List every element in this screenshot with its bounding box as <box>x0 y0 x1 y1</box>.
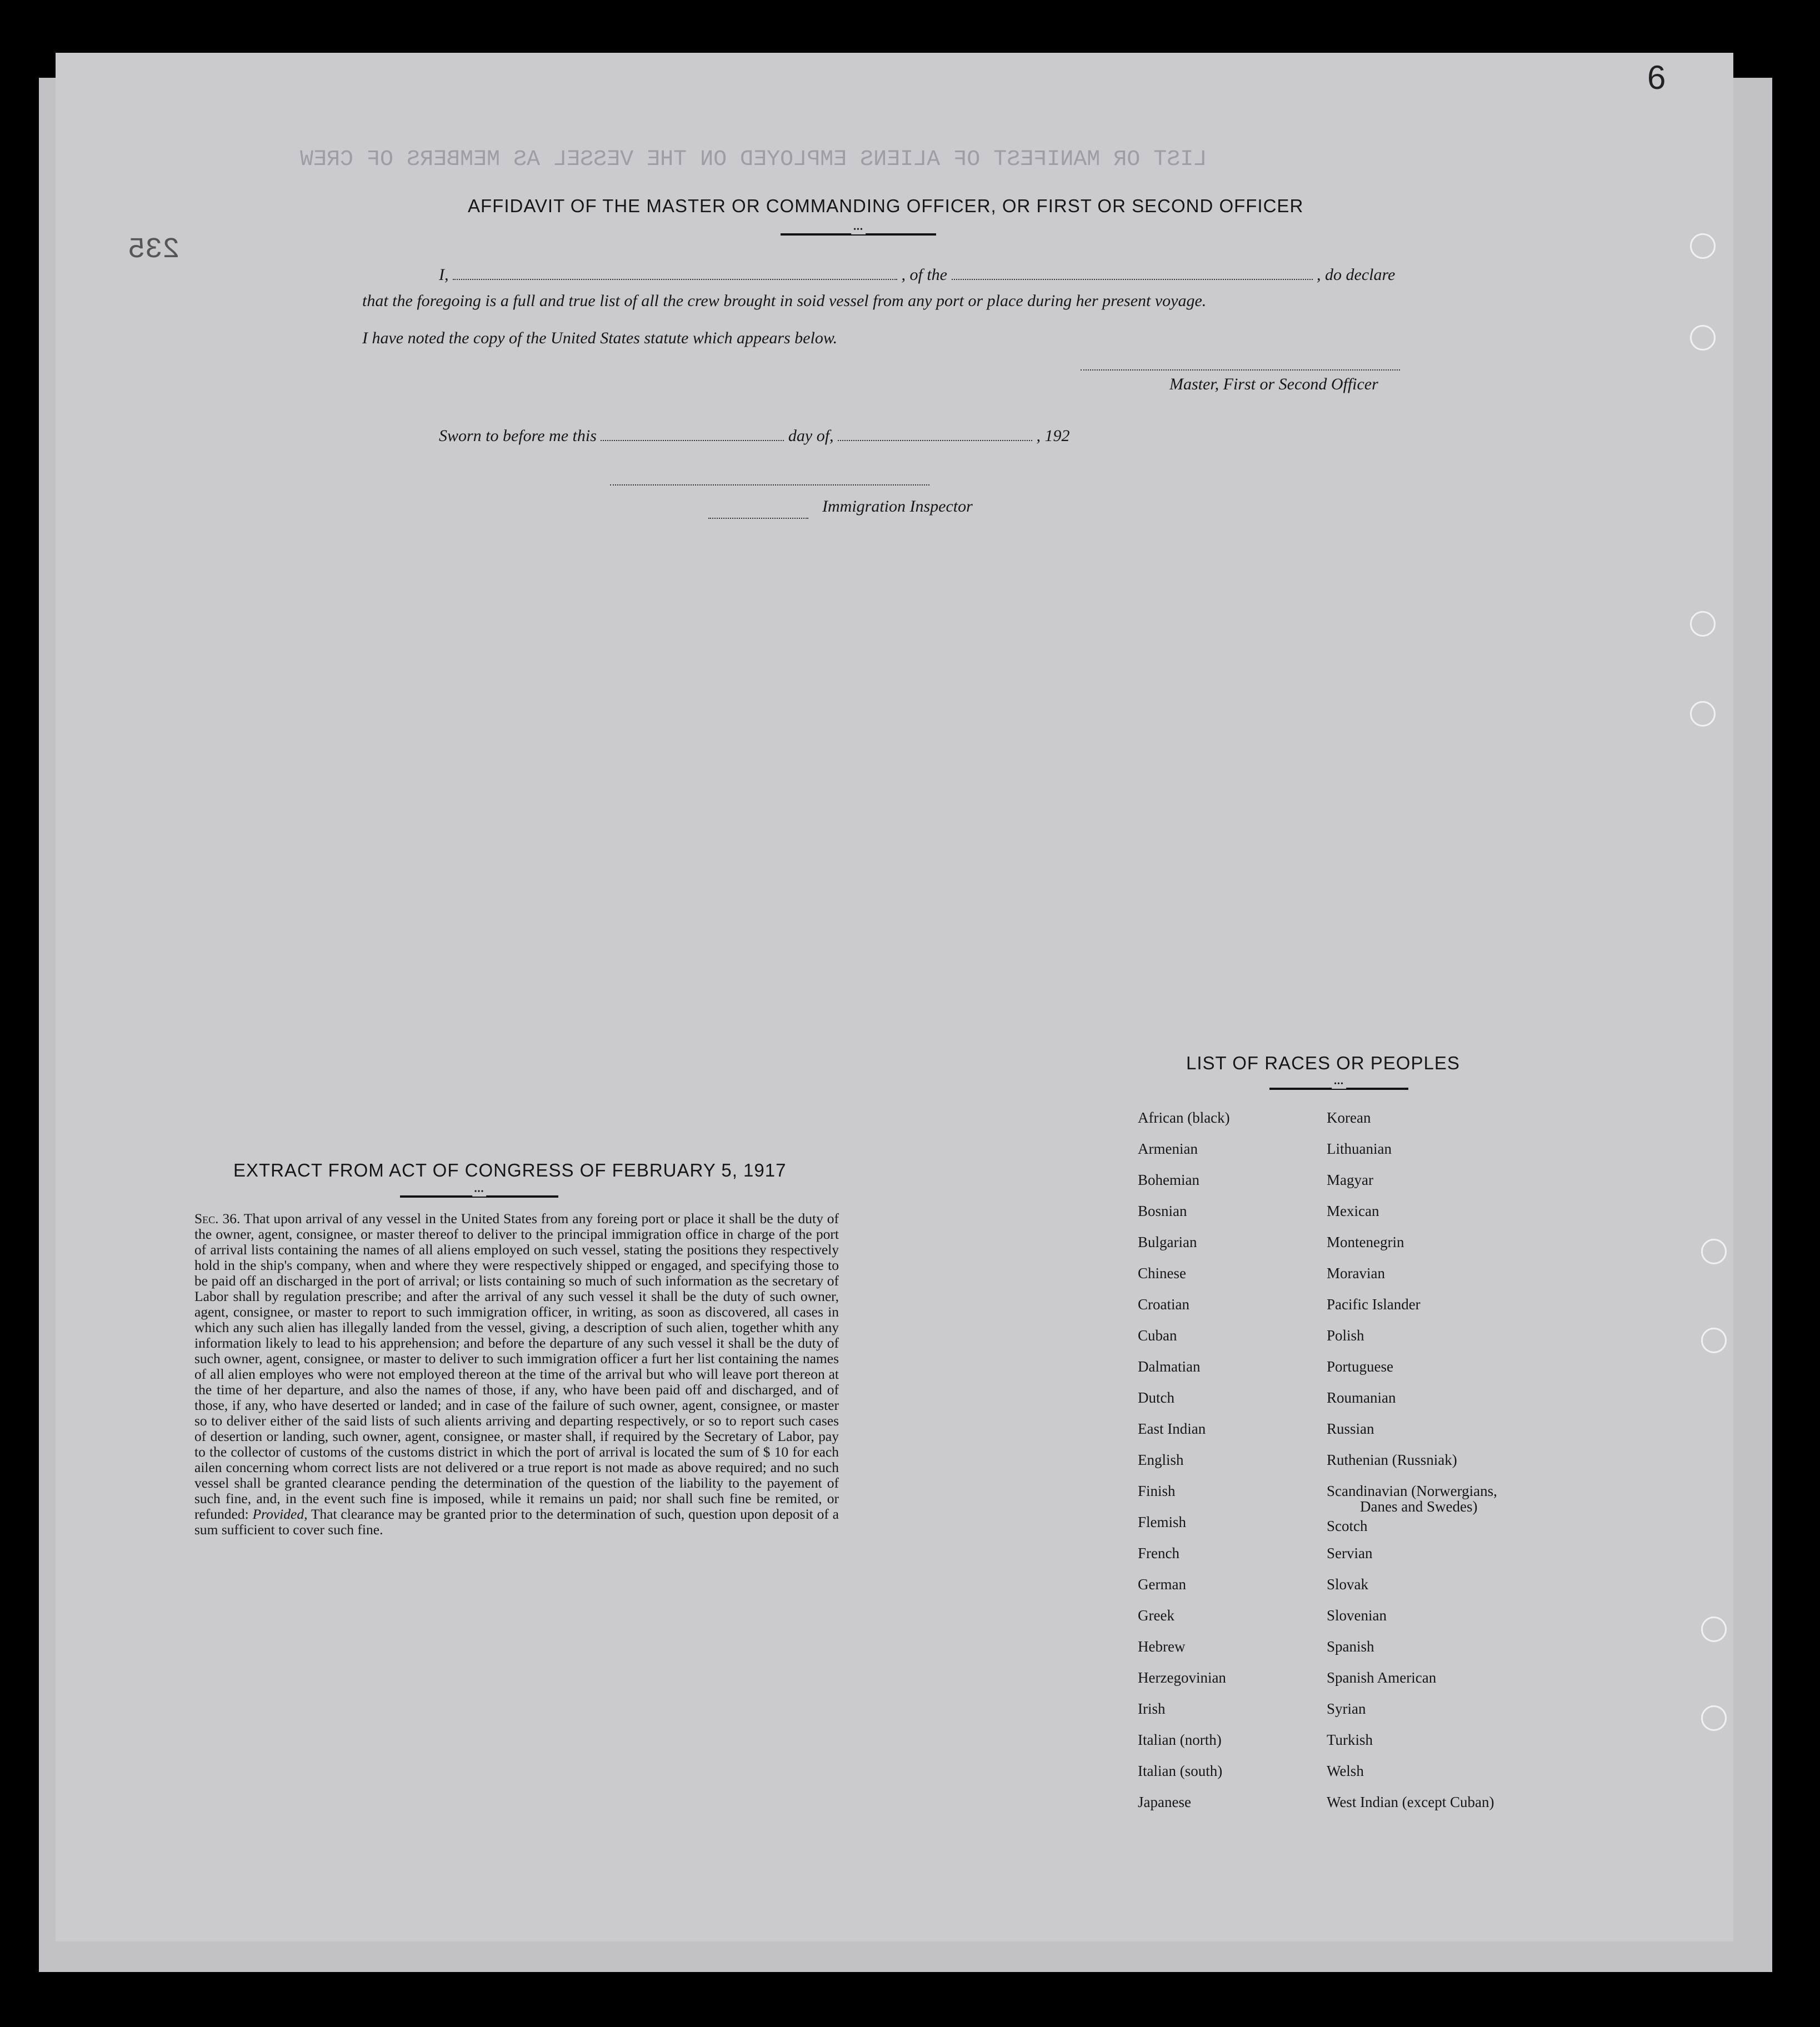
race-item: Roumanian <box>1327 1389 1396 1406</box>
punch-hole <box>1690 325 1716 351</box>
race-item: French <box>1138 1545 1179 1561</box>
punch-hole <box>1690 701 1716 727</box>
affidavit-declare-label: , do declare <box>1317 266 1396 284</box>
act-body-1: That upon arrival of any vessel in the United States from any foreing port or place it shall be the duty of the owner, agent, consignee, or master thereof to deliver to the principal immigration office in charge of the port of arrival lists containing the names of all aliens employed on such vessel, stating the positions they respectively hold in the ship's company, when and where they were respectively shipped or engaged, and specifying those to be paid off an discharged in the port of arrival; or lists containing so much of such information as the secretary of Labor shall by regulation prescribe; and after the arrival of any such vessel it shall be the duty of such owner, agent, consignee, or master to report to such immigration officer, in writing, as soon as discovered, all cases in which any such alien has illegally landed from the vessel, giving, a description of such alien, together whith any information likely to lead to his apprehension; and before the departure of any such vessel it shall be the duty of such owner, agent, consignee, or master to deliver to such immigration officer a furt her list containing the names of all alien employes who were not employed thereon at the time of the arrival but who will leave port thereon at the time of her departure, and also the names of those, if any, who have been paid off and discharged, and of those, if any, who have deserted or landed; and in case of the failure of such owner, agent, consignee, or master so to deliver either of the said lists of such alients arriving and departing respectively, or so to report such cases of desertion or landing, such owner, agent, consignee, or master shall, if required by the Secretary of Labor, pay to the collector of customs of the customs district in which the port of arrival is located the sum of $ 10 for each ailen concerning whom correct lists are not delivered or a true report is not made as above required; and no such vessel shall be granted clearance pending the determination of the question of the liability to the payement of such fine, and, in the event such fine is imposed, while it remains un paid; nor shall such fine be remited, or refunded: <box>194 1210 839 1522</box>
act-body-2: That clearance may be granted prior to the determination of such, question upon deposit of a sum sufficient to cover such fine. <box>194 1506 839 1538</box>
race-item: Moravian <box>1327 1265 1385 1282</box>
sworn-day-field[interactable] <box>601 439 784 441</box>
race-item: Welsh <box>1327 1763 1364 1779</box>
vessel-name-field[interactable] <box>952 278 1313 280</box>
inspector-label: Immigration Inspector <box>822 497 973 515</box>
race-item: Chinese <box>1138 1265 1186 1282</box>
provided-word: Provided, <box>252 1506 308 1522</box>
race-item: Flemish <box>1138 1514 1187 1530</box>
race-item: Herzegovinian <box>1138 1669 1226 1686</box>
act-text <box>194 1211 839 1538</box>
race-item: Ruthenian (Russniak) <box>1327 1452 1457 1468</box>
sworn-label: Sworn to before me this <box>439 427 597 445</box>
punch-hole <box>1690 611 1716 637</box>
extract-title: EXTRACT FROM ACT OF CONGRESS OF FEBRUARY 5, 1917 <box>233 1160 787 1180</box>
race-item: Lithuanian <box>1327 1140 1392 1157</box>
punch-hole <box>1701 1239 1727 1264</box>
race-item: Bohemian <box>1138 1172 1199 1188</box>
race-item: Italian (south) <box>1138 1763 1223 1779</box>
race-item: Bosnian <box>1138 1203 1187 1219</box>
race-item: Polish <box>1327 1327 1364 1344</box>
affidavit-line-2: that the foregoing is a full and true list of all the crew brought in soid vessel from any port or place during her present voyage. <box>362 292 1207 310</box>
race-item: English <box>1138 1452 1184 1468</box>
race-item: Greek <box>1138 1607 1174 1624</box>
race-item: Turkish <box>1327 1731 1373 1748</box>
day-of-label: day of, <box>788 427 834 445</box>
affidavit-i-label: I, <box>439 266 449 284</box>
stamp-number: 235 <box>128 233 180 266</box>
inspector-signature-field[interactable] <box>610 484 929 486</box>
race-item: Finish <box>1138 1483 1176 1499</box>
punch-hole <box>1701 1328 1727 1353</box>
races-title: LIST OF RACES OR PEOPLES <box>1186 1053 1460 1073</box>
race-item: West Indian (except Cuban) <box>1327 1794 1494 1810</box>
inspector-name-dots <box>708 518 808 519</box>
race-item: Hebrew <box>1138 1638 1186 1655</box>
race-item: Irish <box>1138 1700 1166 1717</box>
page-number: 6 <box>1647 59 1666 96</box>
race-item: Syrian <box>1327 1700 1366 1717</box>
master-signature-field[interactable] <box>1081 369 1400 371</box>
year-label: , 192 <box>1036 427 1070 445</box>
race-item: Slovak <box>1327 1576 1369 1593</box>
race-item: Spanish American <box>1327 1669 1437 1686</box>
sworn-line <box>439 427 1070 446</box>
punch-hole <box>1690 233 1716 259</box>
punch-hole <box>1701 1616 1727 1642</box>
declarant-name-field[interactable] <box>453 278 897 280</box>
bleed-through-header: LIST OR MANIFEST OF ALIENS EMPLOYED ON THE VESSEL AS MEMBERS OF CREW <box>300 147 1207 172</box>
race-item: German <box>1138 1576 1186 1593</box>
race-item: Dalmatian <box>1138 1358 1201 1375</box>
race-item: Japanese <box>1138 1794 1191 1810</box>
affidavit-ornament-rule <box>781 233 936 236</box>
race-item: Pacific Islander <box>1327 1296 1421 1313</box>
affidavit-of-the-label: , of the <box>901 266 947 284</box>
races-right-column <box>1327 1102 1497 1818</box>
race-item: Scandinavian (Norwergians, <box>1327 1483 1497 1499</box>
sworn-month-field[interactable] <box>838 439 1032 441</box>
race-item: Bulgarian <box>1138 1234 1197 1250</box>
section-label: Sec. 36. <box>194 1210 241 1227</box>
race-item: Servian <box>1327 1545 1373 1561</box>
race-item: Scotch <box>1327 1518 1368 1534</box>
race-item: Dutch <box>1138 1389 1174 1406</box>
extract-ornament-rule <box>400 1195 558 1198</box>
race-item: Mexican <box>1327 1203 1379 1219</box>
race-item: Armenian <box>1138 1140 1198 1157</box>
race-item: Korean <box>1327 1109 1371 1126</box>
race-item: Montenegrin <box>1327 1234 1404 1250</box>
race-item: Croatian <box>1138 1296 1189 1313</box>
race-item: Portuguese <box>1327 1358 1393 1375</box>
races-left-column <box>1138 1102 1230 1818</box>
race-item: East Indian <box>1138 1420 1206 1437</box>
affidavit-title: AFFIDAVIT OF THE MASTER OR COMMANDING OFFICER, OR FIRST OR SECOND OFFICER <box>468 196 1304 216</box>
race-item-continued: Danes and Swedes) <box>1360 1498 1478 1515</box>
race-item: Cuban <box>1138 1327 1177 1344</box>
race-item: Magyar <box>1327 1172 1373 1188</box>
master-signature-label: Master, First or Second Officer <box>1169 375 1378 393</box>
race-item: Russian <box>1327 1420 1374 1437</box>
affidavit-line-3: I have noted the copy of the United States statute which appears below. <box>362 329 838 347</box>
race-item: Italian (north) <box>1138 1731 1222 1748</box>
race-item: Spanish <box>1327 1638 1374 1655</box>
race-item: Slovenian <box>1327 1607 1387 1624</box>
race-item: African (black) <box>1138 1109 1230 1126</box>
races-ornament-rule <box>1269 1088 1408 1090</box>
punch-hole <box>1701 1705 1727 1731</box>
affidavit-line-1 <box>439 266 1395 284</box>
